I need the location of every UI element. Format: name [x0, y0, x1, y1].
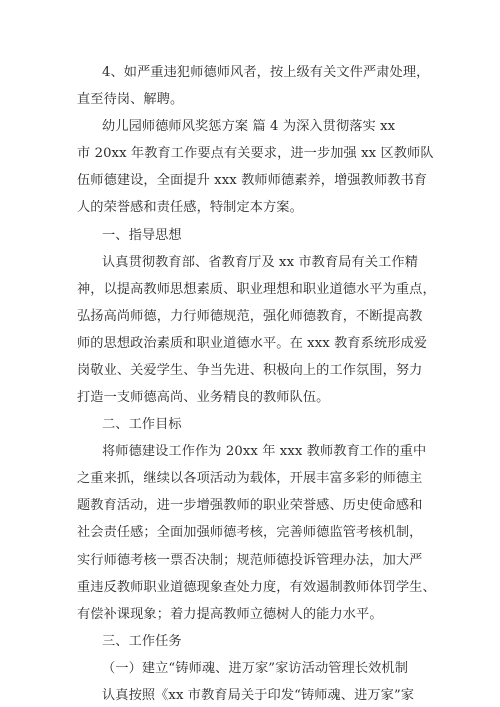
text-line: 有偿补课现象；着力提高教师立德树人的能力水平。 [77, 607, 383, 622]
text-line: 市 20xx 年教育工作要点有关要求，进一步加强 xx 区教师队 [77, 146, 434, 161]
text-line: 打造一支师德高尚、业务精良的教师队伍。 [77, 390, 330, 405]
section-heading: 二、工作目标 [102, 417, 182, 432]
text-line: 之重来抓，继续以各项活动为载体，开展丰富多彩的师德主 [77, 471, 423, 486]
text-line: 将师德建设工作作为 20xx 年 xxx 教师教育工作的重中 [102, 444, 427, 459]
text-line: 认真按照《xx 市教育局关于印发“铸师魂、进万家”家 [102, 688, 415, 703]
section-heading: 一、指导思想 [102, 228, 182, 243]
text-line: 人的荣誉感和责任感，特制定本方案。 [77, 200, 303, 215]
text-line: 社会责任感；全面加强师德考核，完善师德监管考核机制， [77, 525, 423, 540]
text-line: 弘扬高尚师德，力行师德规范，强化师德教育，不断提高教 [77, 309, 423, 324]
text-line: 题教育活动，进一步增强教师的职业荣誉感、历史使命感和 [77, 498, 423, 513]
text-line: 直至待岗、解聘。 [77, 92, 184, 107]
text-line: 重违反教师职业道德现象查处力度，有效遏制教师体罚学生、 [77, 580, 436, 595]
subsection-heading: （一）建立“铸师魂、进万家”家访活动管理长效机制 [102, 661, 409, 676]
text-line: 幼儿园师德师风奖惩方案 篇 4 为深入贯彻落实 xx [102, 119, 396, 134]
text-line: 伍师德建设，全面提升 xxx 教师师德素养，增强教师教书育 [77, 173, 428, 188]
section-heading: 三、工作任务 [102, 634, 182, 649]
text-line: 岗敬业、关爱学生、争当先进、积极向上的工作氛围，努力 [77, 363, 423, 378]
text-line: 4、如严重违犯师德师风者，按上级有关文件严肃处理， [102, 65, 430, 80]
text-line: 认真贯彻教育部、省教育厅及 xx 市教育局有关工作精 [102, 255, 418, 270]
text-line: 神，以提高教师思想素质、职业理想和职业道德水平为重点， [77, 282, 436, 297]
text-line: 师的思想政治素质和职业道德水平。在 xxx 教育系统形成爱 [77, 336, 428, 351]
text-line: 实行师德考核一票否决制；规范师德投诉管理办法，加大严 [77, 553, 423, 568]
